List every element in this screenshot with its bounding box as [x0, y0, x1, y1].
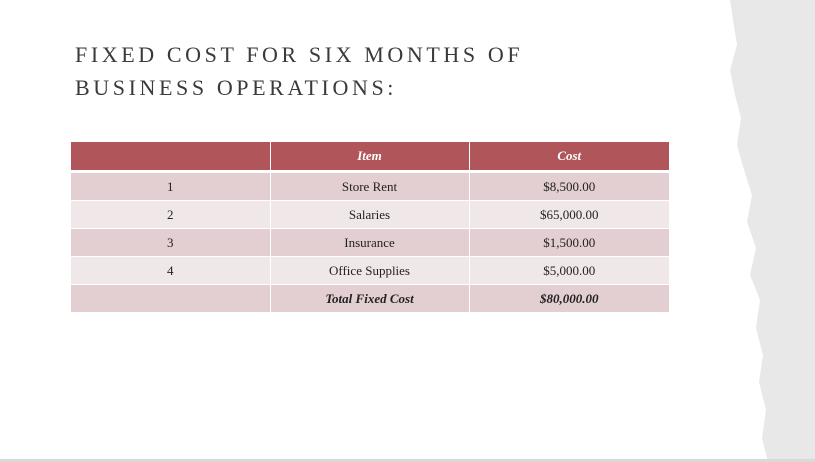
row-number: 1 — [71, 172, 270, 201]
table-row — [71, 229, 669, 257]
row-number: 4 — [71, 257, 270, 285]
header-item: Item — [270, 142, 469, 172]
row-item: Store Rent — [270, 172, 469, 201]
row-number: 3 — [71, 229, 270, 257]
slide-title — [75, 38, 695, 104]
slide-title-line-2: BUSINESS OPERATIONS: — [75, 75, 397, 100]
row-item: Insurance — [270, 229, 469, 257]
total-cost: $80,000.00 — [469, 285, 669, 313]
table-total-row — [71, 285, 669, 313]
header-cost: Cost — [469, 142, 669, 172]
table-header-row — [71, 142, 669, 172]
row-cost: $8,500.00 — [469, 172, 669, 201]
row-cost: $5,000.00 — [469, 257, 669, 285]
table-row — [71, 201, 669, 229]
row-item: Office Supplies — [270, 257, 469, 285]
fixed-cost-table — [71, 142, 669, 313]
row-item: Salaries — [270, 201, 469, 229]
row-number: 2 — [71, 201, 270, 229]
total-label: Total Fixed Cost — [270, 285, 469, 313]
table-row — [71, 172, 669, 201]
row-cost: $1,500.00 — [469, 229, 669, 257]
slide-title-line-1: FIXED COST FOR SIX MONTHS OF — [75, 42, 524, 67]
header-number — [71, 142, 270, 172]
row-cost: $65,000.00 — [469, 201, 669, 229]
total-number — [71, 285, 270, 313]
table-row — [71, 257, 669, 285]
